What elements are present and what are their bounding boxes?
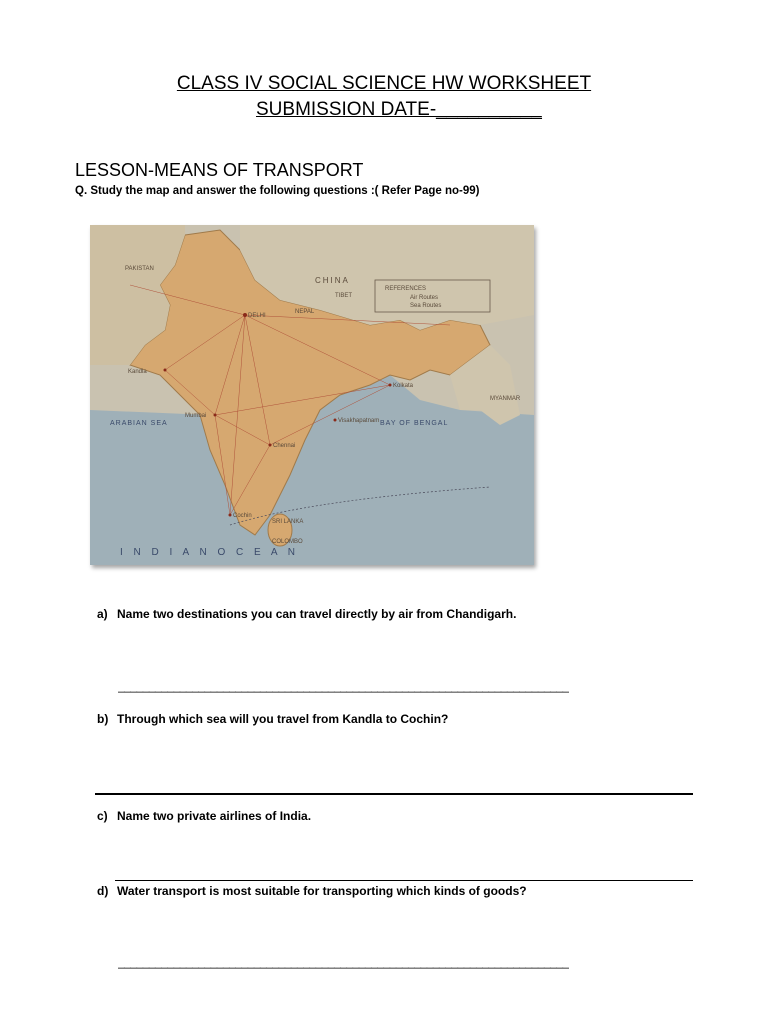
question-a (97, 607, 516, 621)
question-a-text: Name two destinations you can travel directly by air from Chandigarh. (117, 607, 517, 621)
label-sri-lanka: SRI LANKA (272, 519, 304, 525)
question-d-label: d) (97, 884, 109, 898)
india-transport-map (90, 225, 534, 565)
label-colombo: COLOMBO (272, 539, 303, 545)
label-china: CHINA (315, 276, 350, 285)
label-chennai: Chennai (273, 443, 296, 449)
label-indian-ocean: I N D I A N O C E A N (120, 547, 300, 558)
submission-date: SUBMISSION DATE-__________ (256, 99, 542, 120)
question-c-text: Name two private airlines of India. (117, 809, 312, 823)
label-myanmar: MYANMAR (490, 396, 521, 402)
answer-line-a[interactable]: _________________________________________________________________________ (118, 679, 569, 693)
question-c (97, 809, 311, 823)
answer-line-b[interactable] (95, 793, 693, 795)
label-mumbai: Mumbai (185, 413, 207, 419)
label-visakhapatnam: Visakhapatnam (338, 418, 380, 424)
question-d (97, 884, 527, 898)
label-tibet: TIBET (335, 293, 353, 299)
label-cochin: Cochin (233, 513, 252, 519)
question-d-text: Water transport is most suitable for transporting which kinds of goods? (117, 884, 527, 898)
answer-line-d[interactable]: _________________________________________________________________________ (118, 955, 569, 969)
label-bay-of-bengal: BAY OF BENGAL (380, 420, 449, 427)
question-c-label: c) (97, 809, 108, 823)
label-delhi: DELHI (248, 313, 266, 319)
worksheet-title: CLASS IV SOCIAL SCIENCE HW WORKSHEET (176, 73, 592, 94)
question-b-label: b) (97, 712, 109, 726)
label-kolkata: Kolkata (393, 383, 414, 389)
question-a-label: a) (97, 607, 108, 621)
label-nepal: NEPAL (295, 309, 315, 315)
label-arabian-sea: ARABIAN SEA (110, 420, 168, 427)
answer-line-c[interactable] (115, 880, 693, 881)
map-svg (90, 225, 534, 565)
label-pakistan: PAKISTAN (125, 266, 154, 272)
instruction-text: Q. Study the map and answer the following questions :( Refer Page no-99) (75, 185, 480, 197)
question-b-text: Through which sea will you travel from Kandla to Cochin? (117, 712, 449, 726)
label-air-routes: Air Routes (410, 295, 439, 301)
question-b (97, 712, 448, 726)
label-references: REFERENCES (385, 286, 427, 292)
label-sea-routes: Sea Routes (410, 303, 442, 309)
lesson-heading: LESSON-MEANS OF TRANSPORT (75, 160, 364, 180)
label-kandla: Kandla (128, 369, 147, 375)
